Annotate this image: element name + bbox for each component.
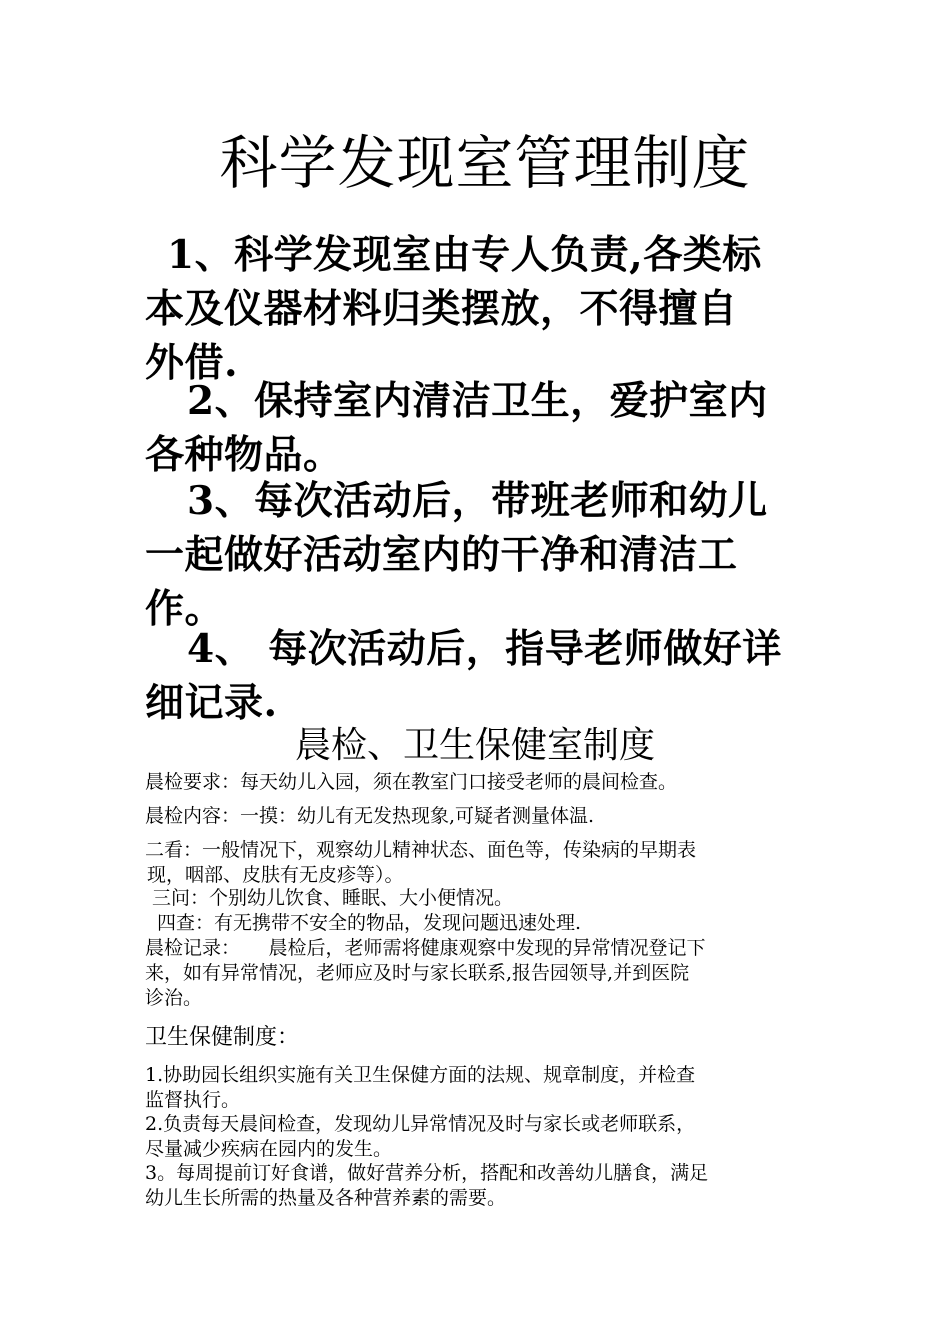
check-record-line-3: 诊治。 [145,987,203,1009]
health-heading: 卫生保健制度： [145,1025,300,1050]
rule-2 [145,374,815,482]
check-look-line-2: 现，咽部、皮肤有无皮疹等）。 [147,864,404,886]
check-record-line-1: 晨检记录： 晨检后，老师需将健康观察中发现的异常情况登记下 [145,937,706,959]
check-record [145,936,815,1011]
health-item-3-line-2: 幼儿生长所需的热量及各种营养素的需要。 [145,1187,507,1209]
health-item-1-line-1: 1.协助园长组织实施有关卫生保健方面的法规、规章制度，并检查 [145,1064,696,1086]
rule-4-line-1: 4、 每次活动后，指导老师做好详 [187,626,782,672]
rule-2-line-2: 各种物品。 [145,432,343,478]
rule-3-line-2: 一起做好活动室内的干净和清洁工 [145,532,738,578]
check-record-line-2: 来，如有异常情况，老师应及时与家长联系,报告园领导,并到医院 [145,962,690,984]
rule-1-line-1: 1、科学发现室由专人负责,各类标 [167,232,762,278]
check-ask: 三问：个别幼儿饮食、睡眠、大小便情况。 [152,887,514,909]
health-item-2-line-2: 尽量减少疾病在园内的发生。 [145,1138,393,1160]
rule-4-line-2: 细记录. [145,680,278,726]
check-inspect: 四查：有无携带不安全的物品，发现问题迅速处理. [157,912,582,934]
rule-4 [145,622,815,730]
health-item-1-line-2: 监督执行。 [145,1089,241,1111]
health-item-2-line-1: 2.负责每天晨间检查，发现幼儿异常情况及时与家长或老师联系， [145,1113,696,1135]
section-subtitle: 晨检、卫生保健室制度 [294,725,655,766]
rule-2-line-1: 2、保持室内清洁卫生，爱护室内 [187,378,768,424]
health-item-1 [145,1063,815,1113]
rule-3-line-1: 3、每次活动后，带班老师和幼儿 [187,478,768,524]
health-item-3-line-1: 3。每周提前订好食谱，做好营养分析，搭配和改善幼儿膳食，满足 [145,1162,709,1184]
check-look-line-1: 二看：一般情况下，观察幼儿精神状态、面色等，传染病的早期表 [145,839,697,861]
check-requirement: 晨检要求：每天幼儿入园，须在教室门口接受老师的晨间检查。 [145,771,678,793]
rule-1-line-2: 本及仪器材料归类摆放，不得擅自 [145,286,738,332]
rule-3 [145,474,815,636]
health-item-2 [145,1112,815,1162]
rule-1-line-3: 外借. [145,340,239,386]
check-content: 晨检内容：一摸：幼儿有无发热现象,可疑者测量体温. [145,805,595,827]
document-title: 科学发现室管理制度 [219,129,751,197]
health-item-3 [145,1161,815,1211]
rule-3-line-3: 作。 [145,586,225,632]
rule-1 [145,228,815,390]
check-look [145,838,815,888]
